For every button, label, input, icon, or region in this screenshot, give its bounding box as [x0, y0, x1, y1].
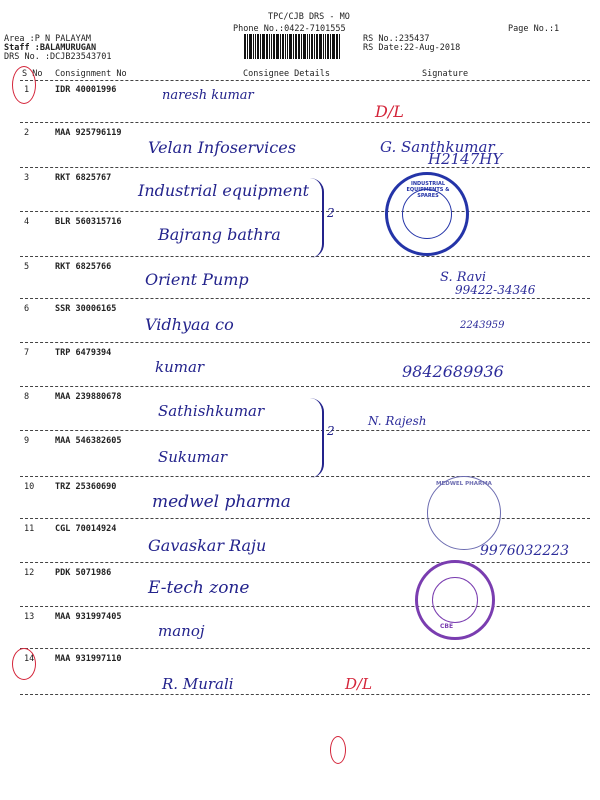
signature: D/L	[345, 675, 373, 693]
row-divider	[20, 386, 590, 387]
barcode-bar	[301, 34, 302, 59]
consignee-name: kumar	[155, 358, 205, 376]
red-circle-mark	[12, 66, 36, 104]
signature: N. Rajesh	[368, 414, 427, 428]
barcode-bar	[282, 34, 284, 59]
row-number: 13	[24, 612, 35, 622]
barcode-bar	[285, 34, 286, 59]
row-number: 3	[24, 173, 30, 183]
consignee-name: Sukumar	[158, 448, 228, 466]
signature: G. Santhkumar	[380, 138, 495, 156]
consignee-name: manoj	[158, 622, 205, 640]
consignee-name: Vidhyaa co	[145, 315, 234, 334]
handwritten-note: 9842689936	[402, 362, 504, 381]
consignee-name: naresh kumar	[162, 88, 254, 103]
row-number: 11	[24, 524, 35, 534]
consignment-number: SSR 30006165	[55, 304, 117, 314]
row-number: 7	[24, 348, 30, 358]
barcode-bar	[314, 34, 315, 59]
barcode-bar	[271, 34, 272, 59]
barcode-bar	[332, 34, 335, 59]
barcode-bar	[339, 34, 340, 59]
consignee-name: Bajrang bathra	[158, 225, 281, 244]
barcode-bar	[309, 34, 310, 59]
barcode	[244, 34, 356, 59]
page-number: Page No.:1	[508, 24, 560, 34]
barcode-bar	[257, 34, 259, 59]
row-number: 2	[24, 128, 30, 138]
barcode-bar	[323, 34, 324, 59]
consignee-name: R. Murali	[162, 675, 234, 693]
row-number: 10	[24, 482, 35, 492]
col-header-signature: Signature	[422, 69, 469, 79]
handwritten-note: 9976032223	[480, 543, 570, 559]
barcode-bar	[303, 34, 306, 59]
barcode-bar	[249, 34, 252, 59]
row-divider	[20, 122, 590, 123]
red-circle-mark	[12, 648, 36, 680]
bracket-rows-8-9	[300, 398, 324, 478]
barcode-bar	[327, 34, 329, 59]
drs-number: DRS No. :DCJB23543701	[4, 52, 112, 62]
row-number: 9	[24, 436, 30, 446]
consignment-number: RKT 6825766	[55, 262, 112, 272]
barcode-bar	[316, 34, 318, 59]
barcode-bar	[293, 34, 294, 59]
handwritten-note: 2243959	[460, 320, 505, 331]
barcode-bar	[276, 34, 279, 59]
phone-number: Phone No.:0422-7101555	[233, 24, 346, 34]
handwritten-note: 99422-34346	[455, 283, 536, 297]
row-divider	[20, 694, 590, 695]
barcode-bar	[255, 34, 256, 59]
etech-seal: CBE	[415, 560, 495, 640]
barcode-bar	[253, 34, 254, 59]
barcode-bar	[336, 34, 338, 59]
row-divider	[20, 167, 590, 168]
barcode-bar	[280, 34, 281, 59]
consignment-number: MAA 931997405	[55, 612, 122, 622]
row-number: 5	[24, 262, 30, 272]
row-number: 4	[24, 217, 30, 227]
barcode-bar	[311, 34, 313, 59]
consignment-number: TRZ 25360690	[55, 482, 117, 492]
consignment-number: BLR 560315716	[55, 217, 122, 227]
row-divider	[20, 518, 590, 519]
col-header-consignment: Consignment No	[55, 69, 127, 79]
row-divider	[20, 342, 590, 343]
col-header-consignee: Consignee Details	[243, 69, 330, 79]
barcode-bar	[269, 34, 270, 59]
document-title: TPC/CJB DRS - MO	[268, 12, 350, 22]
row-number: 12	[24, 568, 35, 578]
bracket-rows-3-4	[300, 178, 324, 258]
consignment-number: MAA 546382605	[55, 436, 122, 446]
rs-number: RS No.:235437	[363, 34, 430, 44]
barcode-bar	[262, 34, 265, 59]
row-divider	[20, 606, 590, 607]
barcode-bar	[273, 34, 275, 59]
bracket-count: 2	[327, 424, 335, 438]
consignment-number: MAA 931997110	[55, 654, 122, 664]
barcode-bar	[260, 34, 261, 59]
consignment-number: CGL 70014924	[55, 524, 117, 534]
consignee-name: Velan Infoservices	[148, 138, 296, 157]
row-number: 6	[24, 304, 30, 314]
row-number: 8	[24, 392, 30, 402]
barcode-bar	[244, 34, 246, 59]
bracket-count: 2	[327, 206, 335, 220]
signature: D/L	[375, 102, 404, 121]
row-number: 1	[24, 85, 30, 95]
consignment-number: IDR 40001996	[55, 85, 117, 95]
barcode-bar	[247, 34, 248, 59]
row-divider	[20, 562, 590, 563]
barcode-bar	[287, 34, 288, 59]
barcode-bar	[330, 34, 331, 59]
barcode-bar	[289, 34, 292, 59]
barcode-bar	[295, 34, 297, 59]
signature: S. Ravi	[440, 270, 487, 285]
rs-date: RS Date:22-Aug-2018	[363, 43, 461, 53]
industrial-spares-seal: INDUSTRIAL EQUIPMENTS & SPARES	[385, 172, 469, 256]
consignee-name: E-tech zone	[148, 578, 250, 598]
barcode-bar	[307, 34, 308, 59]
consignee-name: Orient Pump	[145, 270, 249, 289]
barcode-bar	[266, 34, 268, 59]
consignee-name: medwel pharma	[152, 492, 291, 512]
row-divider	[20, 298, 590, 299]
consignment-number: TRP 6479394	[55, 348, 112, 358]
consignee-name: Sathishkumar	[158, 402, 265, 420]
barcode-bar	[325, 34, 326, 59]
consignee-name: Industrial equipment	[138, 181, 310, 200]
consignment-number: MAA 239880678	[55, 392, 122, 402]
barcode-bar	[298, 34, 300, 59]
consignment-number: PDK 5071986	[55, 568, 112, 578]
consignee-name: Gavaskar Raju	[148, 536, 267, 555]
handwritten-note: H2147HY	[428, 150, 503, 168]
medwel-pharma-seal: MEDWEL PHARMA	[427, 476, 501, 550]
col-header-sno: S No	[22, 69, 43, 79]
row-divider	[20, 648, 590, 649]
red-circle-mark	[330, 736, 346, 764]
barcode-bar	[319, 34, 322, 59]
header-divider	[20, 80, 590, 81]
consignment-number: RKT 6825767	[55, 173, 112, 183]
staff-label: Staff :BALAMURUGAN	[4, 43, 97, 53]
area-label: Area :P N PALAYAM	[4, 34, 91, 44]
row-number: 14	[24, 654, 35, 664]
consignment-number: MAA 925796119	[55, 128, 122, 138]
